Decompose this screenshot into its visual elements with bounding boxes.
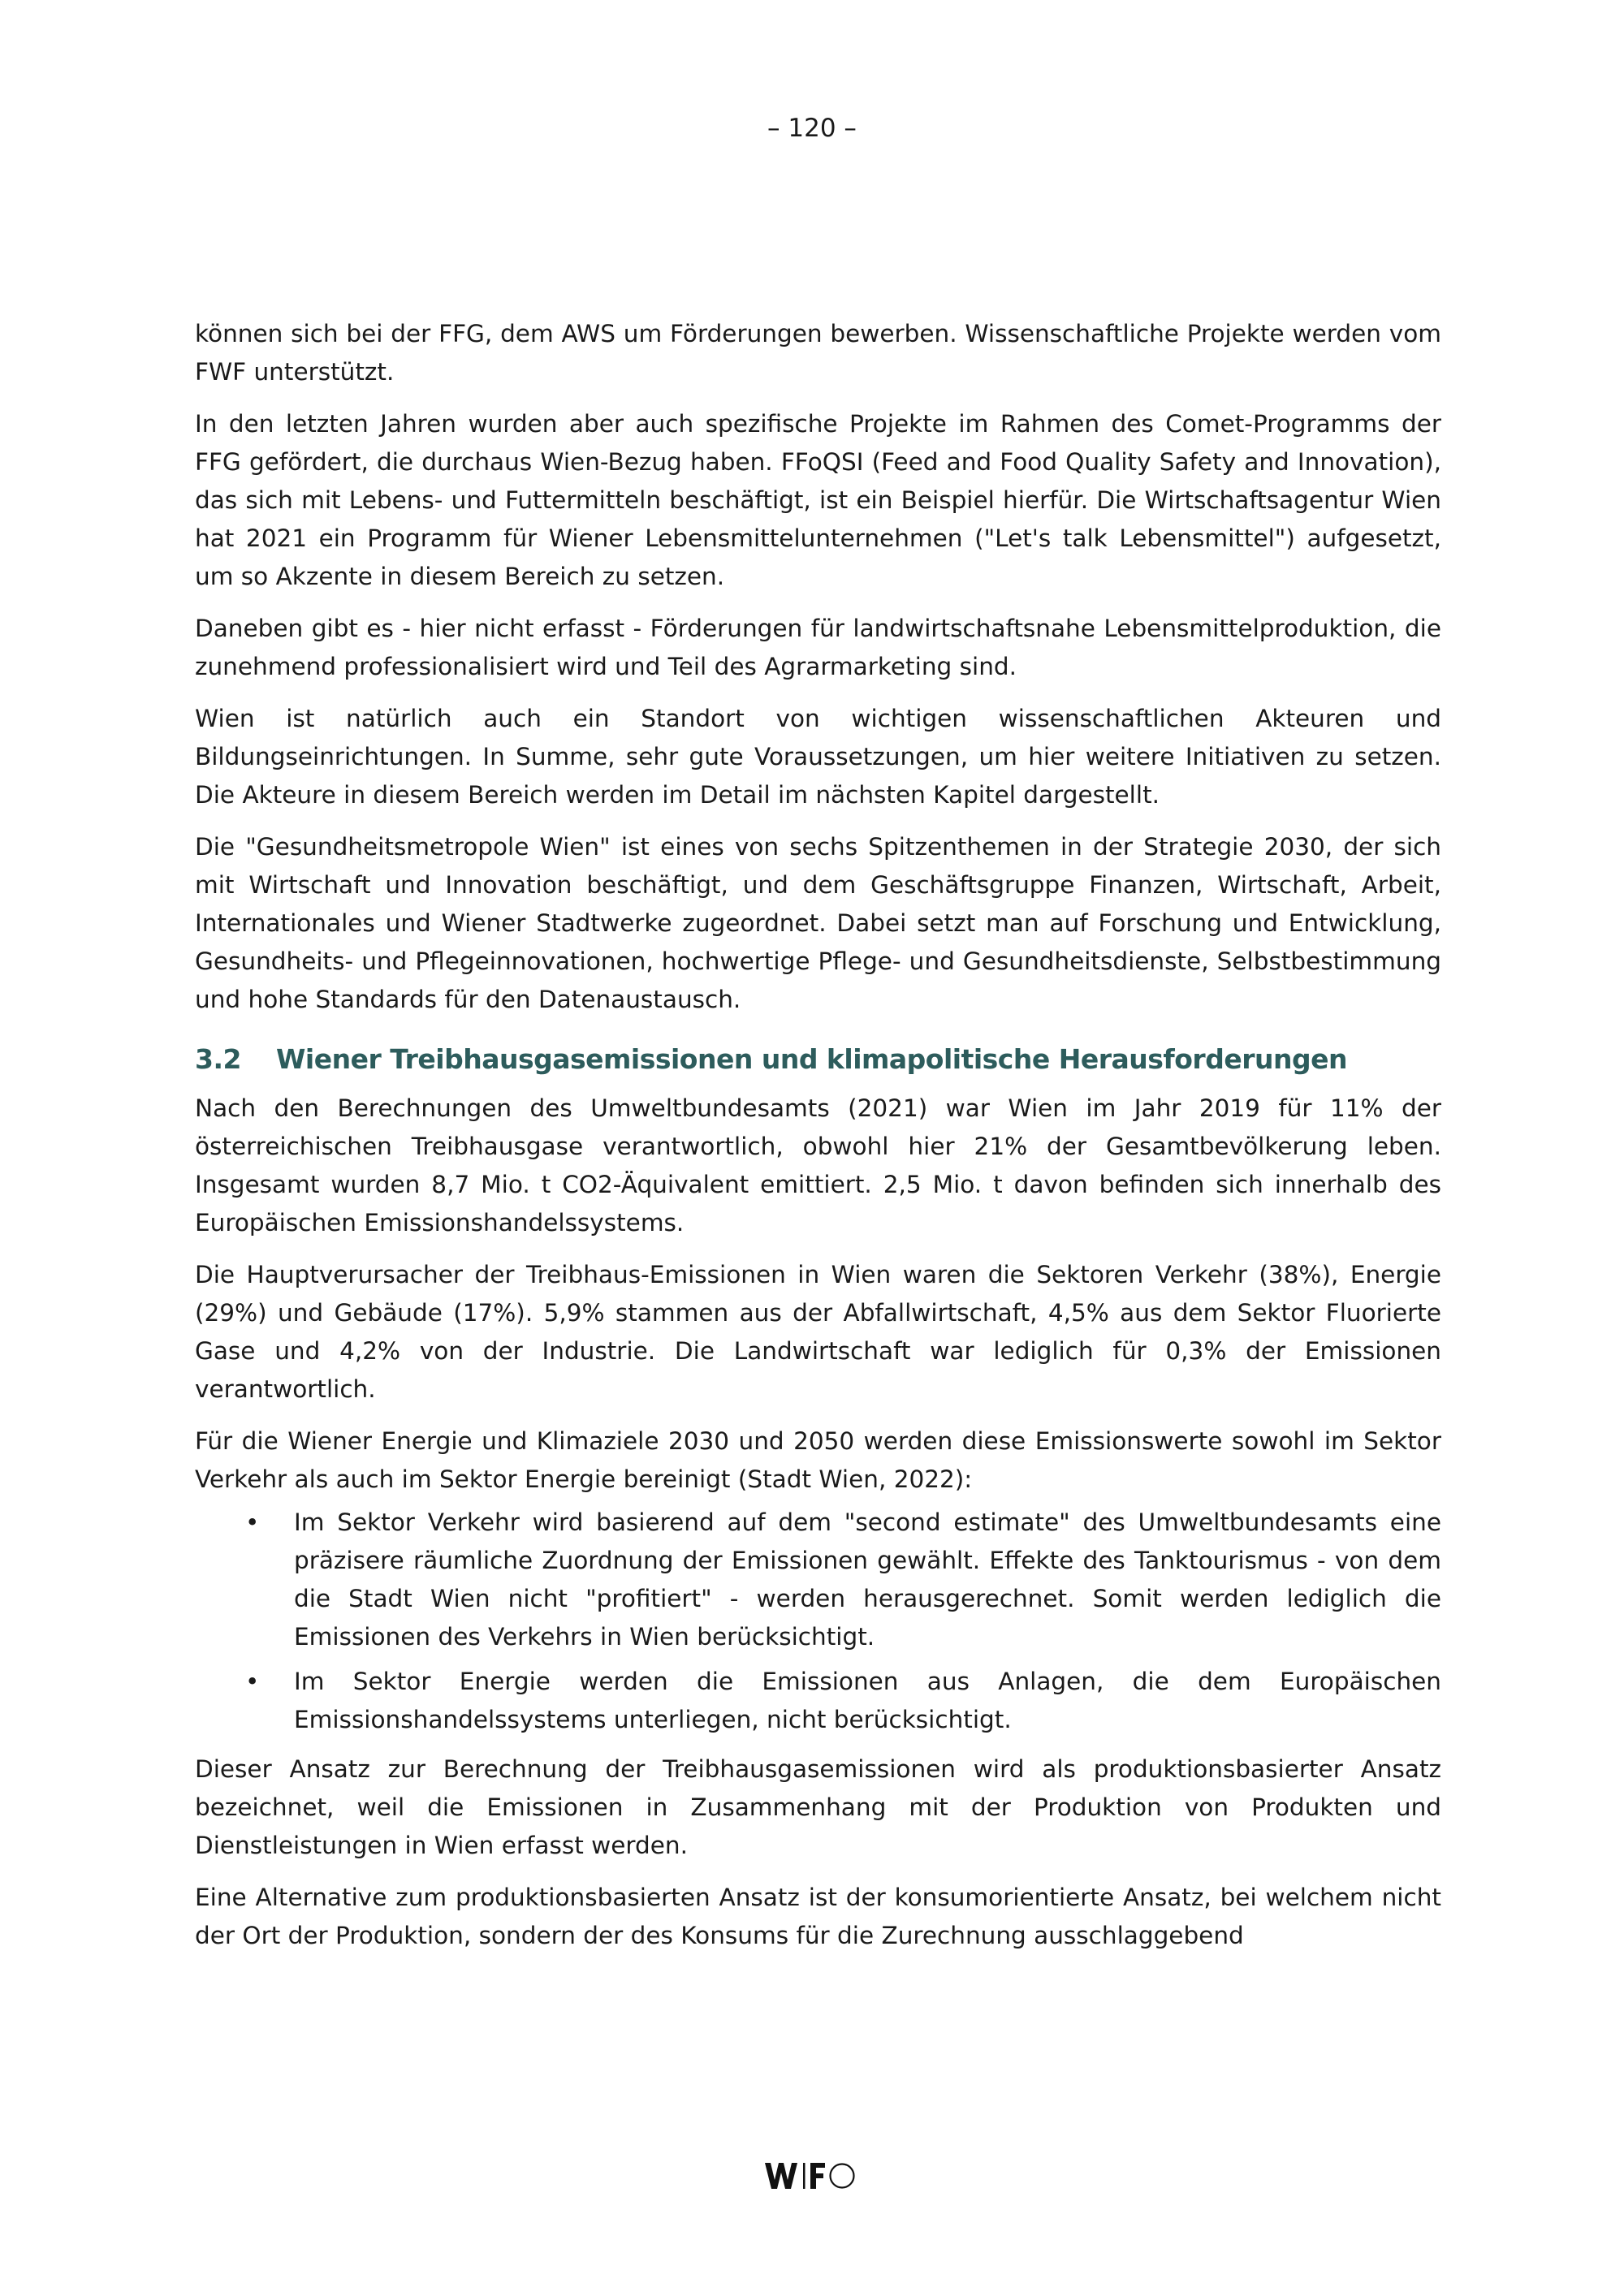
paragraph: Dieser Ansatz zur Berechnung der Treibhausgasemissionen wird als produktionsbasierter Ansatz bezeichnet, weil die Emissionen in Zusammenhang mit der Produktion von Produkten und Dienstleistungen in Wien erfasst werden.	[195, 1755, 1441, 1859]
list-item	[195, 1504, 1441, 1656]
paragraph: Wien ist natürlich auch ein Standort von wichtigen wissenschaftlichen Akteuren und Bildungseinrichtungen. In Summe, sehr gute Voraussetzungen, um hier weitere Initiativen zu setzen. Die Akteure in diesem Bereich werden im Detail im nächsten Kapitel dargestellt.	[195, 705, 1441, 809]
section-heading	[195, 1040, 1441, 1078]
list-item-text: Im Sektor Verkehr wird basierend auf dem "second estimate" des Umweltbundesamts eine präzisere räumliche Zuordnung der Emissionen gewählt. Effekte des Tanktourismus - von dem die Stadt Wien nicht "profitiert" - werden herausgerechnet. Somit werden lediglich die Emissionen des Verkehrs in Wien berücksichtigt.	[294, 1508, 1441, 1651]
list-item-text: Im Sektor Energie werden die Emissionen aus Anlagen, die dem Europäischen Emissionshandelssystems unterliegen, nicht berücksichtigt.	[294, 1668, 1441, 1733]
paragraph: Die "Gesundheitsmetropole Wien" ist eines von sechs Spitzenthemen in der Strategie 2030, der sich mit Wirtschaft und Innovation beschäftigt, und dem Geschäftsgruppe Finanzen, Wirtschaft, Arbeit, Internationales und Wiener Stadtwerke zugeordnet. Dabei setzt man auf Forschung und Entwicklung, Gesundheits- und Pflegeinnovationen, hochwertige Pflege- und Gesundheitsdienste, Selbstbestimmung und hohe Standards für den Datenaustausch.	[195, 833, 1441, 1013]
paragraph: Eine Alternative zum produktionsbasierten Ansatz ist der konsumorientierte Ansatz, bei welchem nicht der Ort der Produktion, sondern der des Konsums für die Zurechnung ausschlaggebend	[195, 1884, 1441, 1949]
paragraph: Nach den Berechnungen des Umweltbundesamts (2021) war Wien im Jahr 2019 für 11% der österreichischen Treibhausgase verantwortlich, obwohl hier 21% der Gesamtbevölkerung leben. Insgesamt wurden 8,7 Mio. t CO2-Äquivalent emittiert. 2,5 Mio. t davon befinden sich innerhalb des Europäischen Emissionshandelssystems.	[195, 1094, 1441, 1236]
bullet-list	[195, 1504, 1441, 1739]
bullet-icon: •	[245, 1668, 260, 1695]
paragraph: Für die Wiener Energie und Klimaziele 2030 und 2050 werden diese Emissionswerte sowohl im Sektor Verkehr als auch im Sektor Energie bereinigt (Stadt Wien, 2022):	[195, 1427, 1441, 1493]
wifo-logo	[0, 2160, 1624, 2195]
paragraph: Die Hauptverursacher der Treibhaus-Emissionen in Wien waren die Sektoren Verkehr (38%), Energie (29%) und Gebäude (17%). 5,9% stammen aus der Abfallwirtschaft, 4,5% aus dem Sektor Fluorierte Gase und 4,2% von der Industrie. Die Landwirtschaft war lediglich für 0,3% der Emissionen verantwortlich.	[195, 1261, 1441, 1403]
page-number: – 120 –	[767, 114, 857, 143]
list-item	[195, 1663, 1441, 1739]
paragraph: Daneben gibt es - hier nicht erfasst - Förderungen für landwirtschaftsnahe Lebensmittelproduktion, die zunehmend professionalisiert wird und Teil des Agrarmarketing sind.	[195, 615, 1441, 680]
section-number: 3.2	[195, 1043, 241, 1075]
section-title: Wiener Treibhausgasemissionen und klimapolitische Herausforderungen	[276, 1043, 1347, 1075]
bullet-icon: •	[245, 1508, 260, 1536]
paragraph: können sich bei der FFG, dem AWS um Förderungen bewerben. Wissenschaftliche Projekte werden vom FWF unterstützt.	[195, 320, 1441, 386]
paragraph: In den letzten Jahren wurden aber auch spezifische Projekte im Rahmen des Comet-Programms der FFG gefördert, die durchaus Wien-Bezug haben. FFoQSI (Feed and Food Quality Safety and Innovation), das sich mit Lebens- und Futtermitteln beschäftigt, ist ein Beispiel hierfür. Die Wirtschaftsagentur Wien hat 2021 ein Programm für Wiener Lebensmittelunternehmen ("Let's talk Lebensmittel") aufgesetzt, um so Akzente in diesem Bereich zu setzen.	[195, 410, 1441, 590]
wifo-logo-icon	[763, 2160, 861, 2192]
page-body	[195, 315, 1441, 1969]
